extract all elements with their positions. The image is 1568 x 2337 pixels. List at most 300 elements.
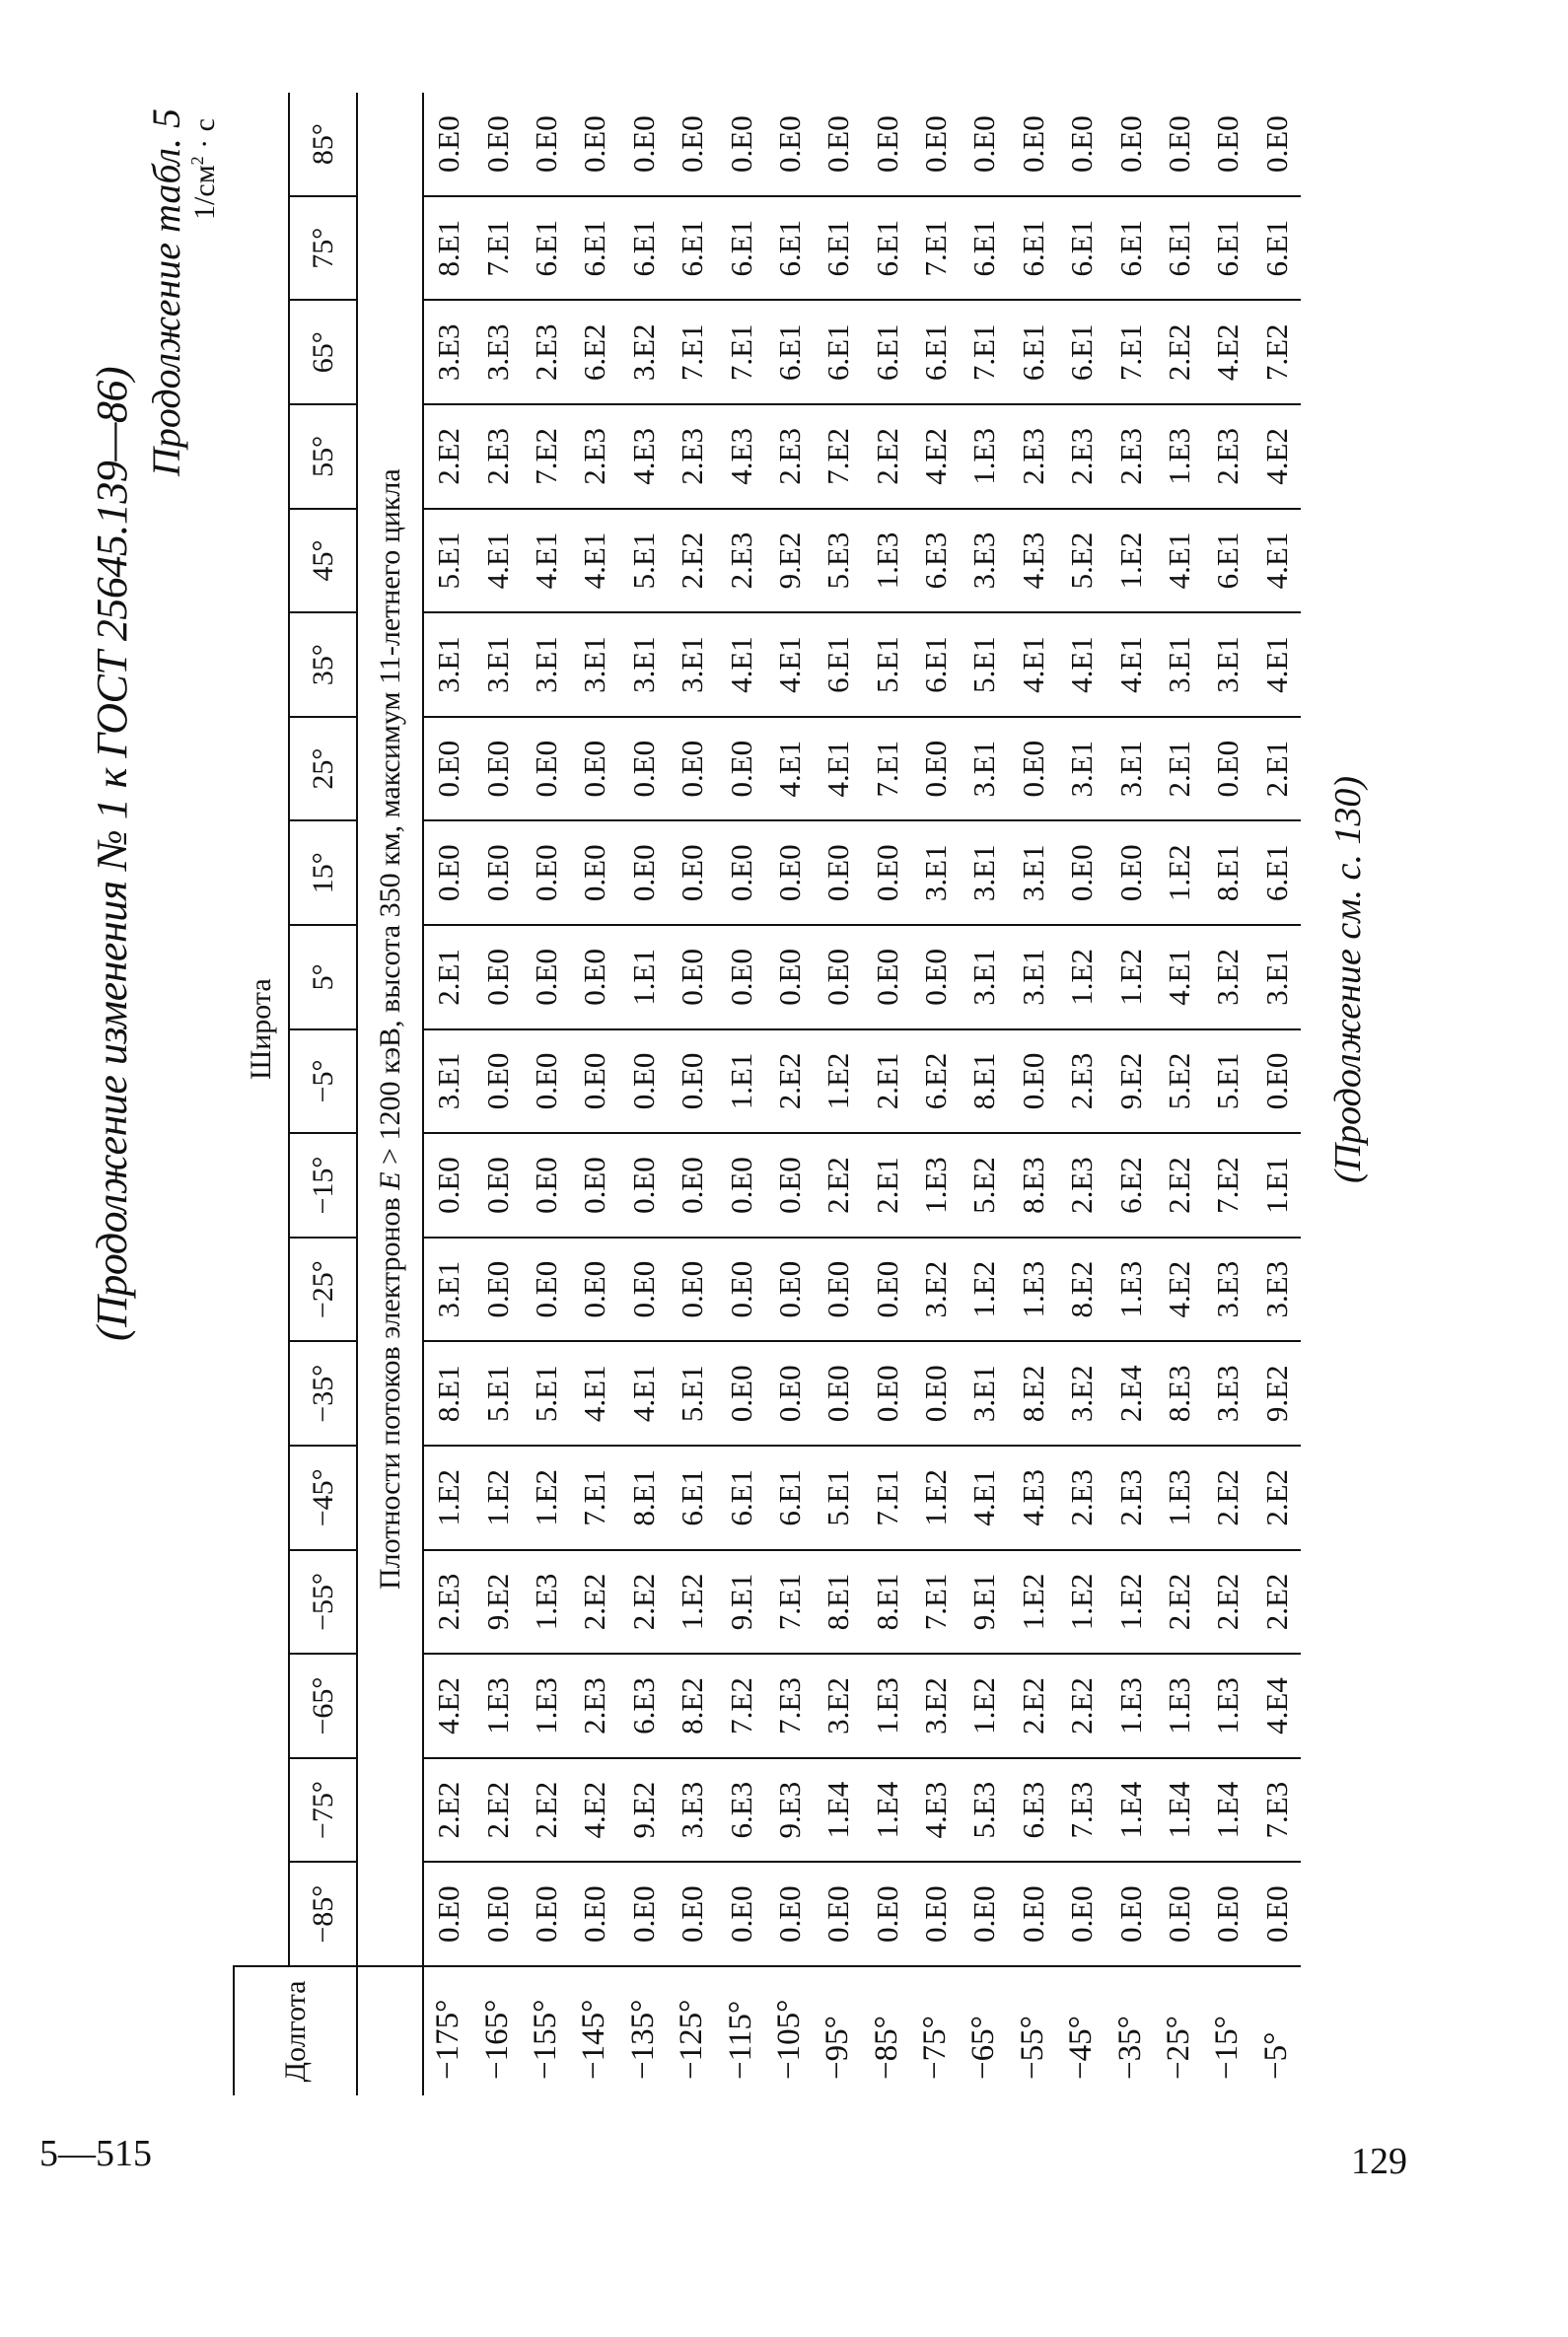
table-row bbox=[1203, 93, 1251, 2095]
flux-value-cell: 6.E1 bbox=[814, 612, 862, 717]
flux-value-cell: 0.E0 bbox=[716, 1341, 764, 1446]
table-row bbox=[716, 93, 764, 2095]
table-row bbox=[668, 93, 716, 2095]
flux-value-cell: 3.E1 bbox=[960, 1341, 1008, 1446]
flux-value-cell: 0.E0 bbox=[1252, 1029, 1301, 1134]
flux-value-cell: 1.E2 bbox=[1155, 820, 1203, 925]
flux-value-cell: 5.E1 bbox=[814, 1446, 862, 1550]
flux-value-cell: 1.E2 bbox=[911, 1446, 960, 1550]
flux-value-cell: 4.E2 bbox=[423, 1654, 472, 1758]
flux-value-cell: 3.E2 bbox=[911, 1238, 960, 1342]
flux-value-cell: 0.E0 bbox=[814, 1238, 862, 1342]
flux-value-cell: 6.E1 bbox=[668, 1446, 716, 1550]
page-number: 129 bbox=[1351, 2141, 1407, 2182]
flux-value-cell: 3.E1 bbox=[570, 612, 618, 717]
flux-value-cell: 1.E2 bbox=[668, 1550, 716, 1655]
flux-value-cell: 3.E1 bbox=[960, 717, 1008, 821]
flux-value-cell: 2.E2 bbox=[423, 1758, 472, 1863]
flux-value-cell: 6.E1 bbox=[960, 196, 1008, 301]
flux-value-cell: 7.E3 bbox=[1252, 1758, 1301, 1863]
flux-value-cell: 4.E1 bbox=[1252, 612, 1301, 717]
flux-value-cell: 6.E1 bbox=[619, 196, 668, 301]
table-row bbox=[1252, 93, 1301, 2095]
flux-value-cell: 0.E0 bbox=[1064, 115, 1100, 173]
flux-value-cell: 3.E1 bbox=[911, 820, 960, 925]
flux-value-cell: 5.E2 bbox=[1155, 1029, 1203, 1134]
table-row bbox=[522, 93, 570, 2095]
flux-value-cell: 1.E3 bbox=[1105, 1238, 1154, 1342]
longitude-cell: −125° bbox=[668, 1966, 716, 2095]
latitude-cell: 75° bbox=[289, 196, 357, 301]
flux-value-cell: 1.E2 bbox=[423, 1446, 472, 1550]
longitude-cell: −85° bbox=[863, 1966, 911, 2095]
flux-value-cell: 2.E2 bbox=[1203, 1446, 1251, 1550]
flux-value-cell: 2.E2 bbox=[570, 1550, 618, 1655]
latitude-cell: 55° bbox=[289, 404, 357, 509]
flux-value-cell: 2.E1 bbox=[863, 1029, 911, 1134]
flux-value-cell: 5.E1 bbox=[1203, 1029, 1251, 1134]
flux-value-cell: 0.E0 bbox=[522, 1029, 570, 1134]
flux-value-cell: 6.E1 bbox=[765, 301, 814, 405]
flux-value-cell: 4.E2 bbox=[570, 1758, 618, 1863]
flux-value-cell: 5.E2 bbox=[960, 1133, 1008, 1238]
flux-value-cell: 2.E2 bbox=[668, 509, 716, 613]
longitude-cell: −65° bbox=[960, 1966, 1008, 2095]
flux-value-cell: 6.E1 bbox=[911, 612, 960, 717]
flux-value-cell: 6.E1 bbox=[863, 196, 911, 301]
flux-value-cell: 9.E2 bbox=[619, 1758, 668, 1863]
flux-value-cell: 2.E3 bbox=[1057, 1029, 1105, 1134]
flux-value-cell: 4.E2 bbox=[1252, 404, 1301, 509]
flux-value-cell: 0.E0 bbox=[863, 820, 911, 925]
flux-value-cell: 4.E1 bbox=[522, 509, 570, 613]
flux-value-cell: 1.E3 bbox=[1203, 1654, 1251, 1758]
flux-value-cell: 0.E0 bbox=[619, 1862, 668, 1966]
flux-value-cell: 3.E1 bbox=[1105, 717, 1154, 821]
flux-value-cell: 0.E0 bbox=[716, 820, 764, 925]
flux-value-cell: 2.E2 bbox=[1057, 1654, 1105, 1758]
flux-value-cell: 0.E0 bbox=[522, 717, 570, 821]
latitude-cell: −75° bbox=[289, 1758, 357, 1863]
flux-value-cell: 1.E3 bbox=[863, 1654, 911, 1758]
flux-value-cell: 4.E1 bbox=[960, 1446, 1008, 1550]
longitude-cell: −25° bbox=[1155, 1966, 1203, 2095]
flux-value-cell: 4.E3 bbox=[619, 404, 668, 509]
flux-value-cell: 5.E2 bbox=[1057, 509, 1105, 613]
flux-value-cell: 3.E1 bbox=[1203, 612, 1251, 717]
flux-value-cell: 0.E0 bbox=[966, 115, 1002, 173]
flux-value-cell: 4.E1 bbox=[716, 612, 764, 717]
flux-value-cell: 1.E3 bbox=[1155, 1654, 1203, 1758]
table-row bbox=[911, 93, 960, 2095]
flux-value-cell: 7.E1 bbox=[911, 1550, 960, 1655]
table-row bbox=[1009, 93, 1057, 2095]
flux-value-cell: 6.E1 bbox=[668, 196, 716, 301]
flux-value-cell: 0.E0 bbox=[765, 925, 814, 1029]
flux-value-cell: 0.E0 bbox=[570, 820, 618, 925]
flux-value-cell: 6.E1 bbox=[1252, 196, 1301, 301]
flux-value-cell: 8.E1 bbox=[423, 1341, 472, 1446]
units-exponent: 2 bbox=[187, 156, 207, 166]
flux-value-cell: 0.E0 bbox=[765, 1862, 814, 1966]
flux-value-cell: 0.E0 bbox=[1155, 1862, 1203, 1966]
flux-value-cell: 8.E3 bbox=[1155, 1341, 1203, 1446]
flux-value-cell: 5.E3 bbox=[960, 1758, 1008, 1863]
flux-value-cell: 2.E3 bbox=[570, 404, 618, 509]
flux-value-cell: 9.E1 bbox=[716, 1550, 764, 1655]
section-blank bbox=[357, 1966, 423, 2095]
flux-value-cell: 4.E1 bbox=[814, 717, 862, 821]
flux-value-cell: 0.E0 bbox=[472, 1862, 521, 1966]
flux-value-cell: 2.E3 bbox=[1009, 404, 1057, 509]
flux-value-cell: 0.E0 bbox=[1258, 115, 1294, 173]
longitude-cell: −105° bbox=[765, 1966, 814, 2095]
table-row bbox=[1155, 93, 1203, 2095]
flux-value-cell: 2.E3 bbox=[1057, 1133, 1105, 1238]
flux-value-cell: 0.E0 bbox=[619, 820, 668, 925]
latitude-cell: 25° bbox=[289, 717, 357, 821]
flux-value-cell: 0.E0 bbox=[668, 820, 716, 925]
flux-value-cell: 3.E1 bbox=[1252, 925, 1301, 1029]
flux-value-cell: 1.E2 bbox=[1009, 1550, 1057, 1655]
flux-value-cell: 1.E3 bbox=[960, 404, 1008, 509]
flux-value-cell: 1.E2 bbox=[1105, 1550, 1154, 1655]
longitude-cell: −155° bbox=[522, 1966, 570, 2095]
longitude-cell: −5° bbox=[1252, 1966, 1301, 2095]
flux-value-cell: 1.E2 bbox=[1057, 925, 1105, 1029]
longitude-cell: −175° bbox=[423, 1966, 472, 2095]
flux-value-cell: 7.E2 bbox=[1203, 1133, 1251, 1238]
flux-value-cell: 0.E0 bbox=[423, 1133, 472, 1238]
flux-value-cell: 4.E4 bbox=[1252, 1654, 1301, 1758]
latitude-cell: −25° bbox=[289, 1238, 357, 1342]
flux-value-cell: 0.E0 bbox=[716, 925, 764, 1029]
flux-value-cell: 0.E0 bbox=[1203, 717, 1251, 821]
flux-value-cell: 2.E3 bbox=[1105, 404, 1154, 509]
latitude-cell: −65° bbox=[289, 1654, 357, 1758]
flux-value-cell: 2.E2 bbox=[1155, 1133, 1203, 1238]
flux-value-cell: 2.E4 bbox=[1105, 1341, 1154, 1446]
flux-value-cell: 3.E3 bbox=[472, 301, 521, 405]
table-row bbox=[1057, 93, 1105, 2095]
flux-value-cell: 0.E0 bbox=[911, 717, 960, 821]
flux-value-cell: 6.E1 bbox=[1203, 196, 1251, 301]
flux-value-cell: 7.E1 bbox=[1105, 301, 1154, 405]
signature-mark: 5—515 bbox=[39, 2133, 152, 2174]
latitude-cell: −35° bbox=[289, 1341, 357, 1446]
flux-value-cell: 4.E2 bbox=[1155, 1238, 1203, 1342]
flux-value-cell: 2.E2 bbox=[765, 1029, 814, 1134]
latitude-cell: 35° bbox=[289, 612, 357, 717]
flux-value-cell: 1.E3 bbox=[522, 1654, 570, 1758]
flux-value-cell: 0.E0 bbox=[765, 1238, 814, 1342]
flux-value-cell: 5.E1 bbox=[863, 612, 911, 717]
flux-value-cell: 0.E0 bbox=[863, 925, 911, 1029]
flux-value-cell: 0.E0 bbox=[472, 1133, 521, 1238]
latitude-cell: 85° bbox=[289, 93, 357, 196]
latitude-row bbox=[289, 93, 357, 2095]
flux-value-cell: 0.E0 bbox=[1203, 1862, 1251, 1966]
flux-value-cell: 4.E3 bbox=[716, 404, 764, 509]
flux-value-cell: 1.E2 bbox=[1105, 509, 1154, 613]
section-title-var: E bbox=[373, 1171, 406, 1190]
section-title bbox=[357, 93, 423, 1966]
flux-value-cell: 7.E2 bbox=[522, 404, 570, 509]
latitude-cell: −55° bbox=[289, 1550, 357, 1655]
flux-value-cell: 5.E1 bbox=[522, 1341, 570, 1446]
flux-value-cell: 0.E0 bbox=[1112, 115, 1148, 173]
flux-value-cell: 3.E1 bbox=[668, 612, 716, 717]
flux-value-cell: 3.E1 bbox=[960, 820, 1008, 925]
flux-value-cell: 4.E1 bbox=[1057, 612, 1105, 717]
flux-value-cell: 2.E2 bbox=[423, 404, 472, 509]
table-row bbox=[1105, 93, 1154, 2095]
flux-value-cell: 4.E1 bbox=[1155, 509, 1203, 613]
flux-value-cell: 0.E0 bbox=[863, 1341, 911, 1446]
flux-value-cell: 6.E1 bbox=[1203, 509, 1251, 613]
flux-value-cell: 0.E0 bbox=[960, 1862, 1008, 1966]
flux-value-cell: 1.E3 bbox=[472, 1654, 521, 1758]
flux-value-cell: 0.E0 bbox=[1252, 1862, 1301, 1966]
table-continuation-label: Продолжение табл. 5 bbox=[144, 108, 188, 477]
flux-value-cell: 7.E3 bbox=[1057, 1758, 1105, 1863]
flux-value-cell: 0.E0 bbox=[668, 925, 716, 1029]
flux-value-cell: 2.E3 bbox=[522, 301, 570, 405]
flux-value-cell: 5.E1 bbox=[619, 509, 668, 613]
flux-value-cell: 6.E3 bbox=[619, 1654, 668, 1758]
flux-value-cell: 0.E0 bbox=[814, 820, 862, 925]
flux-value-cell: 1.E3 bbox=[1105, 1654, 1154, 1758]
flux-value-cell: 7.E1 bbox=[668, 301, 716, 405]
flux-value-cell: 6.E1 bbox=[863, 301, 911, 405]
flux-value-cell: 0.E0 bbox=[619, 717, 668, 821]
flux-value-cell: 4.E3 bbox=[911, 1758, 960, 1863]
flux-value-cell: 8.E1 bbox=[423, 196, 472, 301]
flux-value-cell: 0.E0 bbox=[522, 925, 570, 1029]
flux-value-cell: 3.E2 bbox=[814, 1654, 862, 1758]
flux-value-cell: 0.E0 bbox=[668, 1133, 716, 1238]
longitude-cell: −75° bbox=[911, 1966, 960, 2095]
flux-value-cell: 3.E3 bbox=[1203, 1238, 1251, 1342]
flux-value-cell: 6.E1 bbox=[570, 196, 618, 301]
flux-value-cell: 1.E3 bbox=[911, 1133, 960, 1238]
flux-value-cell: 5.E1 bbox=[472, 1341, 521, 1446]
flux-value-cell: 1.E4 bbox=[1155, 1758, 1203, 1863]
flux-value-cell: 6.E2 bbox=[570, 301, 618, 405]
flux-value-cell: 4.E1 bbox=[765, 612, 814, 717]
flux-value-cell: 2.E2 bbox=[814, 1133, 862, 1238]
flux-value-cell: 7.E1 bbox=[472, 196, 521, 301]
flux-value-cell: 3.E1 bbox=[423, 1029, 472, 1134]
flux-value-cell: 1.E2 bbox=[960, 1238, 1008, 1342]
longitude-cell: −45° bbox=[1057, 1966, 1105, 2095]
flux-value-cell: 6.E3 bbox=[1009, 1758, 1057, 1863]
flux-value-cell: 0.E0 bbox=[668, 1238, 716, 1342]
document-title: (Продолжение изменения № 1 к ГОСТ 25645.139—86) bbox=[88, 366, 136, 1341]
longitude-cell: −135° bbox=[619, 1966, 668, 2095]
flux-value-cell: 2.E3 bbox=[423, 1550, 472, 1655]
flux-value-cell: 8.E1 bbox=[619, 1446, 668, 1550]
flux-value-cell: 3.E1 bbox=[960, 925, 1008, 1029]
flux-value-cell: 1.E2 bbox=[814, 1029, 862, 1134]
flux-value-cell: 0.E0 bbox=[675, 115, 710, 173]
flux-value-cell: 7.E1 bbox=[570, 1446, 618, 1550]
flux-value-cell: 1.E3 bbox=[1155, 404, 1203, 509]
flux-value-cell: 2.E2 bbox=[472, 1758, 521, 1863]
table-row bbox=[863, 93, 911, 2095]
flux-value-cell: 9.E2 bbox=[1105, 1029, 1154, 1134]
latitude-cell: −5° bbox=[289, 1029, 357, 1134]
flux-value-cell: 1.E1 bbox=[716, 1029, 764, 1134]
flux-value-cell: 3.E2 bbox=[911, 1654, 960, 1758]
flux-value-cell: 6.E1 bbox=[716, 196, 764, 301]
longitude-cell: −15° bbox=[1203, 1966, 1251, 2095]
flux-value-cell: 2.E2 bbox=[522, 1758, 570, 1863]
flux-value-cell: 5.E1 bbox=[423, 509, 472, 613]
flux-value-cell: 0.E0 bbox=[423, 820, 472, 925]
flux-value-cell: 7.E1 bbox=[765, 1550, 814, 1655]
flux-value-cell: 8.E2 bbox=[1009, 1341, 1057, 1446]
flux-value-cell: 9.E3 bbox=[765, 1758, 814, 1863]
table-row bbox=[472, 93, 521, 2095]
flux-value-cell: 4.E2 bbox=[1203, 301, 1251, 405]
flux-value-cell: 2.E3 bbox=[765, 404, 814, 509]
flux-value-cell: 7.E3 bbox=[765, 1654, 814, 1758]
flux-value-cell: 1.E4 bbox=[1203, 1758, 1251, 1863]
flux-value-cell: 6.E1 bbox=[1057, 301, 1105, 405]
flux-value-cell: 2.E3 bbox=[472, 404, 521, 509]
flux-value-cell: 1.E1 bbox=[619, 925, 668, 1029]
flux-value-cell: 6.E1 bbox=[1009, 196, 1057, 301]
latitude-cell: −85° bbox=[289, 1862, 357, 1966]
flux-value-cell: 7.E2 bbox=[814, 404, 862, 509]
flux-value-cell: 6.E1 bbox=[522, 196, 570, 301]
flux-value-cell: 3.E3 bbox=[960, 509, 1008, 613]
flux-value-cell: 0.E0 bbox=[716, 1238, 764, 1342]
flux-value-cell: 0.E0 bbox=[472, 1238, 521, 1342]
flux-value-cell: 0.E0 bbox=[1009, 717, 1057, 821]
flux-value-cell: 0.E0 bbox=[668, 1029, 716, 1134]
flux-value-cell: 8.E2 bbox=[668, 1654, 716, 1758]
flux-value-cell: 0.E0 bbox=[423, 717, 472, 821]
flux-value-cell: 4.E1 bbox=[472, 509, 521, 613]
flux-value-cell: 7.E2 bbox=[716, 1654, 764, 1758]
flux-value-cell: 6.E1 bbox=[765, 1446, 814, 1550]
flux-value-cell: 0.E0 bbox=[911, 1341, 960, 1446]
latitude-cell: −45° bbox=[289, 1446, 357, 1550]
flux-value-cell: 0.E0 bbox=[619, 1238, 668, 1342]
table-row bbox=[570, 93, 618, 2095]
flux-value-cell: 7.E1 bbox=[716, 301, 764, 405]
flux-value-cell: 0.E0 bbox=[765, 820, 814, 925]
flux-value-cell: 1.E1 bbox=[1252, 1133, 1301, 1238]
flux-value-cell: 4.E1 bbox=[1252, 509, 1301, 613]
flux-density-table bbox=[233, 93, 1301, 2095]
flux-value-cell: 0.E0 bbox=[570, 1029, 618, 1134]
flux-value-cell: 0.E0 bbox=[1057, 1862, 1105, 1966]
flux-value-cell: 6.E1 bbox=[1155, 196, 1203, 301]
latitude-header: Широта bbox=[234, 93, 289, 1966]
flux-value-cell: 0.E0 bbox=[814, 1862, 862, 1966]
flux-value-cell: 7.E1 bbox=[911, 196, 960, 301]
flux-value-cell: 3.E1 bbox=[1009, 820, 1057, 925]
flux-value-cell: 2.E1 bbox=[1155, 717, 1203, 821]
flux-value-cell: 2.E3 bbox=[1057, 1446, 1105, 1550]
flux-value-cell: 0.E0 bbox=[668, 717, 716, 821]
flux-value-cell: 6.E3 bbox=[911, 509, 960, 613]
flux-value-cell: 0.E0 bbox=[479, 115, 515, 173]
flux-value-cell: 9.E1 bbox=[960, 1550, 1008, 1655]
flux-value-cell: 6.E2 bbox=[911, 1029, 960, 1134]
flux-value-cell: 0.E0 bbox=[619, 1029, 668, 1134]
flux-value-cell: 0.E0 bbox=[570, 1862, 618, 1966]
latitude-cell: −15° bbox=[289, 1133, 357, 1238]
flux-value-cell: 4.E1 bbox=[619, 1341, 668, 1446]
flux-value-cell: 0.E0 bbox=[1210, 115, 1246, 173]
flux-value-cell: 0.E0 bbox=[869, 115, 904, 173]
flux-value-cell: 6.E1 bbox=[911, 301, 960, 405]
flux-value-cell: 2.E2 bbox=[1252, 1446, 1301, 1550]
flux-value-cell: 0.E0 bbox=[1162, 115, 1197, 173]
flux-value-cell: 2.E3 bbox=[1203, 404, 1251, 509]
flux-value-cell: 4.E1 bbox=[765, 717, 814, 821]
flux-value-cell: 4.E3 bbox=[1009, 1446, 1057, 1550]
flux-value-cell: 0.E0 bbox=[1009, 1029, 1057, 1134]
flux-value-cell: 5.E3 bbox=[814, 509, 862, 613]
flux-value-cell: 2.E2 bbox=[619, 1550, 668, 1655]
section-title-suffix: > 1200 кэВ, высота 350 км, максимум 11-летнего цикла bbox=[373, 468, 406, 1172]
flux-value-cell: 8.E1 bbox=[1203, 820, 1251, 925]
section-title-prefix: Плотности потоков электронов bbox=[373, 1189, 406, 1590]
flux-value-cell: 0.E0 bbox=[1105, 1862, 1154, 1966]
flux-value-cell: 0.E0 bbox=[723, 115, 758, 173]
flux-value-cell: 2.E3 bbox=[1105, 1446, 1154, 1550]
flux-value-cell: 0.E0 bbox=[577, 115, 612, 173]
flux-value-cell: 6.E1 bbox=[716, 1446, 764, 1550]
flux-value-cell: 3.E1 bbox=[1155, 612, 1203, 717]
flux-value-cell: 0.E0 bbox=[918, 115, 954, 173]
flux-value-cell: 0.E0 bbox=[472, 925, 521, 1029]
longitude-cell: −95° bbox=[814, 1966, 862, 2095]
flux-value-cell: 4.E1 bbox=[570, 509, 618, 613]
longitude-cell: −165° bbox=[472, 1966, 521, 2095]
continuation-note: (Продолжение см. с. 130) bbox=[1327, 775, 1369, 1183]
flux-value-cell: 1.E3 bbox=[1009, 1238, 1057, 1342]
flux-value-cell: 0.E0 bbox=[431, 115, 466, 173]
flux-value-cell: 8.E1 bbox=[814, 1550, 862, 1655]
flux-value-cell: 1.E2 bbox=[1057, 1550, 1105, 1655]
flux-value-cell: 0.E0 bbox=[625, 115, 661, 173]
flux-value-cell: 1.E3 bbox=[863, 509, 911, 613]
longitude-cell: −115° bbox=[716, 1966, 764, 2095]
flux-value-cell: 3.E3 bbox=[423, 301, 472, 405]
flux-value-cell: 1.E4 bbox=[1105, 1758, 1154, 1863]
flux-value-cell: 0.E0 bbox=[771, 115, 807, 173]
longitude-cell: −145° bbox=[570, 1966, 618, 2095]
flux-value-cell: 8.E3 bbox=[1009, 1133, 1057, 1238]
flux-value-cell: 6.E1 bbox=[1105, 196, 1154, 301]
flux-value-cell: 0.E0 bbox=[765, 1341, 814, 1446]
flux-value-cell: 0.E0 bbox=[911, 1862, 960, 1966]
flux-value-cell: 2.E3 bbox=[570, 1654, 618, 1758]
flux-value-cell: 1.E3 bbox=[522, 1550, 570, 1655]
flux-value-cell: 0.E0 bbox=[668, 1862, 716, 1966]
flux-value-cell: 4.E1 bbox=[1155, 925, 1203, 1029]
flux-value-cell: 0.E0 bbox=[820, 115, 856, 173]
flux-value-cell: 2.E3 bbox=[716, 509, 764, 613]
flux-value-cell: 0.E0 bbox=[472, 820, 521, 925]
flux-value-cell: 2.E1 bbox=[423, 925, 472, 1029]
